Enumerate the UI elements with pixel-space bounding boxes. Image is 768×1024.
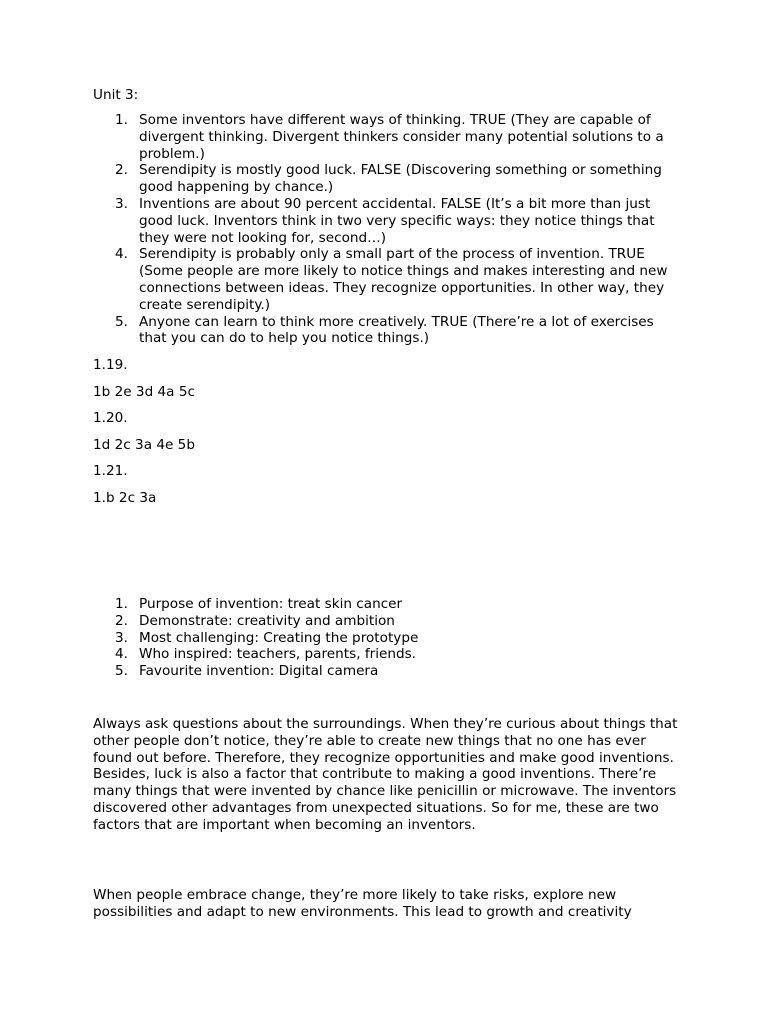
exercise-answers: 1b 2e 3d 4a 5c: [93, 384, 195, 400]
list-item: [93, 246, 683, 313]
list-item-text: Anyone can learn to think more creatively. TRUE (There’re a lot of exercises that you can do to help you notice things.): [139, 313, 654, 347]
list-item: [93, 196, 683, 246]
list-item-number: 4.: [115, 646, 128, 663]
list-item: [93, 112, 683, 162]
unit3-true-false-list: [93, 112, 683, 347]
list-item: [93, 596, 683, 613]
unit-heading: Unit 3:: [93, 87, 139, 103]
list-item-text: Favourite invention: Digital camera: [139, 663, 379, 680]
list-item: [93, 630, 683, 647]
list-item-number: 1.: [115, 112, 128, 128]
list-item-number: 3.: [115, 195, 128, 212]
list-item: [93, 314, 683, 348]
list-item-number: 2.: [115, 612, 128, 629]
list-item-text: Most challenging: Creating the prototype: [139, 629, 419, 646]
list-item-text: Serendipity is probably only a small part of the process of invention. TRUE (Some people are more likely to notice things and makes interesting and new connections between ideas. They recognize opportunities. In other way, they create serendipity.): [139, 246, 668, 313]
exercise-label: 1.20.: [93, 410, 128, 426]
exercise-label: 1.19.: [93, 357, 128, 373]
list-item-number: 4.: [115, 246, 128, 263]
list-item-number: 5.: [115, 663, 128, 680]
list-item-number: 2.: [115, 162, 128, 179]
list-item-text: Inventions are about 90 percent accidental. FALSE (It’s a bit more than just good luck. Inventors think in two very specific ways: they notice things that they were not looking for, second…): [139, 195, 655, 246]
list-item: [93, 663, 683, 680]
list-item-text: Some inventors have different ways of thinking. TRUE (They are capable of divergent thinking. Divergent thinkers consider many potential solutions to a problem.): [139, 112, 664, 162]
list-item-text: Purpose of invention: treat skin cancer: [139, 596, 403, 612]
list-item: [93, 162, 683, 196]
paragraph-inventor-factors: Always ask questions about the surroundings. When they’re curious about things that other people don’t notice, they’re able to create new things that no one has ever found out before. Therefore, they recognize opportunities and make good inventions. Besides, luck is also a factor that contribute to making a good inventions. There’re many things that were invented by chance like penicillin or microwave. The inventors discovered other advantages from unexpected situations. So for me, these are two factors that are important when becoming an inventors.: [93, 716, 678, 833]
list-item: [93, 646, 683, 663]
list-item-number: 3.: [115, 629, 128, 646]
exercise-answers: 1d 2c 3a 4e 5b: [93, 437, 195, 453]
list-item: [93, 613, 683, 630]
list-item-number: 5.: [115, 313, 128, 330]
list-item-text: Demonstrate: creativity and ambition: [139, 612, 395, 629]
list-item-text: Serendipity is mostly good luck. FALSE (Discovering something or something good happening by chance.): [139, 162, 662, 196]
list-item-number: 1.: [115, 596, 128, 612]
list-item-text: Who inspired: teachers, parents, friends.: [139, 646, 416, 663]
paragraph-embrace-change: When people embrace change, they’re more likely to take risks, explore new possibilities and adapt to new environments. This lead to growth and creativity: [93, 887, 632, 920]
exercise-answers: 1.b 2c 3a: [93, 490, 157, 506]
exercise-label: 1.21.: [93, 463, 128, 479]
invention-answers-list: [93, 596, 683, 680]
